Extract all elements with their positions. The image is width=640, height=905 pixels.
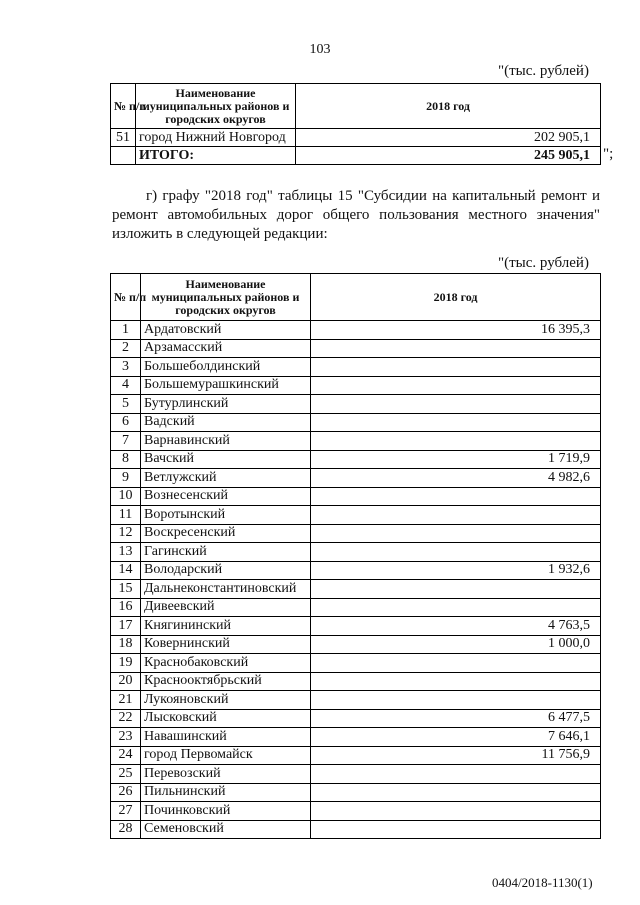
table2-row-name: Бутурлинский — [141, 395, 311, 414]
table2-row-name: Лукояновский — [141, 691, 311, 710]
table2-row-name: Перевозский — [141, 765, 311, 784]
instruction-paragraph: г) графу "2018 год" таблицы 15 "Субсидии на капитальный ремонт и ремонт автомобильных дорог общего пользования местного значения" изложить в следующей редакции: — [112, 188, 600, 242]
table2-row — [111, 358, 601, 377]
table1-total-row — [111, 147, 601, 165]
table2-row-name: Варнавинский — [141, 432, 311, 451]
table2-row-value — [311, 413, 601, 432]
table2-row-name: Навашинский — [141, 728, 311, 747]
table2-row-num: 10 — [111, 487, 141, 506]
table1-total-num — [111, 147, 136, 165]
table2-row-value — [311, 487, 601, 506]
table1-row-num: 51 — [111, 129, 136, 147]
table2-row-num: 1 — [111, 321, 141, 340]
table2-row-num: 15 — [111, 580, 141, 599]
table2-row — [111, 339, 601, 358]
table2-unit-label: "(тыс. рублей) — [498, 255, 589, 271]
table2-row-num: 14 — [111, 561, 141, 580]
table2-row-name: Вачский — [141, 450, 311, 469]
table2-row-value: 1 719,9 — [311, 450, 601, 469]
table2-row-name: Вознесенский — [141, 487, 311, 506]
table2-row-value — [311, 395, 601, 414]
table2-row-name: Пильнинский — [141, 783, 311, 802]
table2-row-name: Воротынский — [141, 506, 311, 525]
table2-row-num: 12 — [111, 524, 141, 543]
table2-row-num: 18 — [111, 635, 141, 654]
table2-row-num: 20 — [111, 672, 141, 691]
page-number: 103 — [309, 42, 331, 57]
table2-row-num: 17 — [111, 617, 141, 636]
table2-row-num: 13 — [111, 543, 141, 562]
table2-row-value: 1 932,6 — [311, 561, 601, 580]
table2-row — [111, 376, 601, 395]
table2-row-value — [311, 783, 601, 802]
table2-row-value: 1 000,0 — [311, 635, 601, 654]
table2-row — [111, 506, 601, 525]
table2-row-num: 5 — [111, 395, 141, 414]
table2-row-value — [311, 765, 601, 784]
table2-row-name: Дальнеконстантиновский — [141, 580, 311, 599]
table2-row-value: 7 646,1 — [311, 728, 601, 747]
table2-row-value: 4 982,6 — [311, 469, 601, 488]
table1-row — [111, 129, 601, 147]
table2-row-num: 9 — [111, 469, 141, 488]
table2-row-name: Краснооктябрьский — [141, 672, 311, 691]
table1-row-value: 202 905,1 — [296, 129, 601, 147]
table2-row-name: Большеболдинский — [141, 358, 311, 377]
table2-row — [111, 321, 601, 340]
table2-row-value — [311, 543, 601, 562]
table2-row-value — [311, 524, 601, 543]
table2-row-value: 6 477,5 — [311, 709, 601, 728]
table2-row — [111, 395, 601, 414]
table2-row-name: Гагинский — [141, 543, 311, 562]
table2-row — [111, 654, 601, 673]
table2-row-num: 7 — [111, 432, 141, 451]
table2-row — [111, 691, 601, 710]
table2-row-name: город Первомайск — [141, 746, 311, 765]
table2-row — [111, 598, 601, 617]
table2-row-value: 16 395,3 — [311, 321, 601, 340]
table2-row — [111, 728, 601, 747]
table2-row-num: 22 — [111, 709, 141, 728]
table2-row — [111, 672, 601, 691]
table2-header-row — [111, 274, 601, 321]
table2-row-num: 6 — [111, 413, 141, 432]
table2-row-name: Дивеевский — [141, 598, 311, 617]
table1-total-value: 245 905,1 — [296, 147, 601, 165]
table2-row — [111, 709, 601, 728]
table2-row-num: 2 — [111, 339, 141, 358]
table2-row — [111, 783, 601, 802]
table2-row-name: Большемурашкинский — [141, 376, 311, 395]
table2-row-name: Ковернинский — [141, 635, 311, 654]
table2-row — [111, 432, 601, 451]
table1 — [110, 83, 601, 165]
table2-row-num: 25 — [111, 765, 141, 784]
table1-header-name: Наименование муниципальных районов и городских округов — [136, 84, 296, 129]
table2-row-value — [311, 580, 601, 599]
table1-header-row — [111, 84, 601, 129]
table2-row-num: 27 — [111, 802, 141, 821]
table2-row-name: Воскресенский — [141, 524, 311, 543]
document-code: 0404/2018-1130(1) — [492, 875, 593, 890]
table1-header-num: № п/п — [111, 84, 136, 129]
table2-row-name: Вадский — [141, 413, 311, 432]
table1-total-label: ИТОГО: — [136, 147, 296, 165]
table2 — [110, 273, 601, 839]
table2-row — [111, 469, 601, 488]
table2-row-num: 28 — [111, 820, 141, 839]
table2-row-name: Семеновский — [141, 820, 311, 839]
table2-row-name: Лысковский — [141, 709, 311, 728]
table2-row — [111, 450, 601, 469]
table2-row-name: Краснобаковский — [141, 654, 311, 673]
table2-row — [111, 524, 601, 543]
table2-row-value: 11 756,9 — [311, 746, 601, 765]
table2-row — [111, 413, 601, 432]
table2-header-name: Наименование муниципальных районов и городских округов — [141, 274, 311, 321]
table2-row-num: 24 — [111, 746, 141, 765]
table2-row — [111, 635, 601, 654]
table2-row-value — [311, 358, 601, 377]
table2-row — [111, 487, 601, 506]
table2-row-num: 4 — [111, 376, 141, 395]
table2-row — [111, 746, 601, 765]
table2-row — [111, 543, 601, 562]
table2-row-value — [311, 802, 601, 821]
table2-row-name: Володарский — [141, 561, 311, 580]
table2-row-value — [311, 654, 601, 673]
table2-header-num: № п/п — [111, 274, 141, 321]
table2-row-value — [311, 339, 601, 358]
table1-header-year: 2018 год — [296, 84, 601, 129]
table2-row — [111, 802, 601, 821]
table2-row-value — [311, 672, 601, 691]
table2-row-num: 11 — [111, 506, 141, 525]
table2-row-name: Ардатовский — [141, 321, 311, 340]
table2-row-name: Ветлужский — [141, 469, 311, 488]
table2-row-name: Княгининский — [141, 617, 311, 636]
table2-row-name: Починковский — [141, 802, 311, 821]
table2-row-num: 3 — [111, 358, 141, 377]
table2-row-num: 16 — [111, 598, 141, 617]
table1-unit-label: "(тыс. рублей) — [498, 63, 589, 79]
table2-row — [111, 561, 601, 580]
table2-row-value — [311, 432, 601, 451]
table2-row — [111, 765, 601, 784]
table2-row — [111, 820, 601, 839]
table2-row-num: 19 — [111, 654, 141, 673]
table2-row-num: 23 — [111, 728, 141, 747]
table2-header-year: 2018 год — [311, 274, 601, 321]
table2-row — [111, 617, 601, 636]
table1-row-name: город Нижний Новгород — [136, 129, 296, 147]
table2-row-num: 26 — [111, 783, 141, 802]
table2-row-num: 8 — [111, 450, 141, 469]
table2-row-value: 4 763,5 — [311, 617, 601, 636]
table2-row-value — [311, 376, 601, 395]
table1-closing-quote: "; — [603, 146, 614, 162]
table2-row-value — [311, 598, 601, 617]
table2-row-value — [311, 506, 601, 525]
table2-row-num: 21 — [111, 691, 141, 710]
table2-row-name: Арзамасский — [141, 339, 311, 358]
table2-row-value — [311, 820, 601, 839]
table2-row — [111, 580, 601, 599]
table2-row-value — [311, 691, 601, 710]
